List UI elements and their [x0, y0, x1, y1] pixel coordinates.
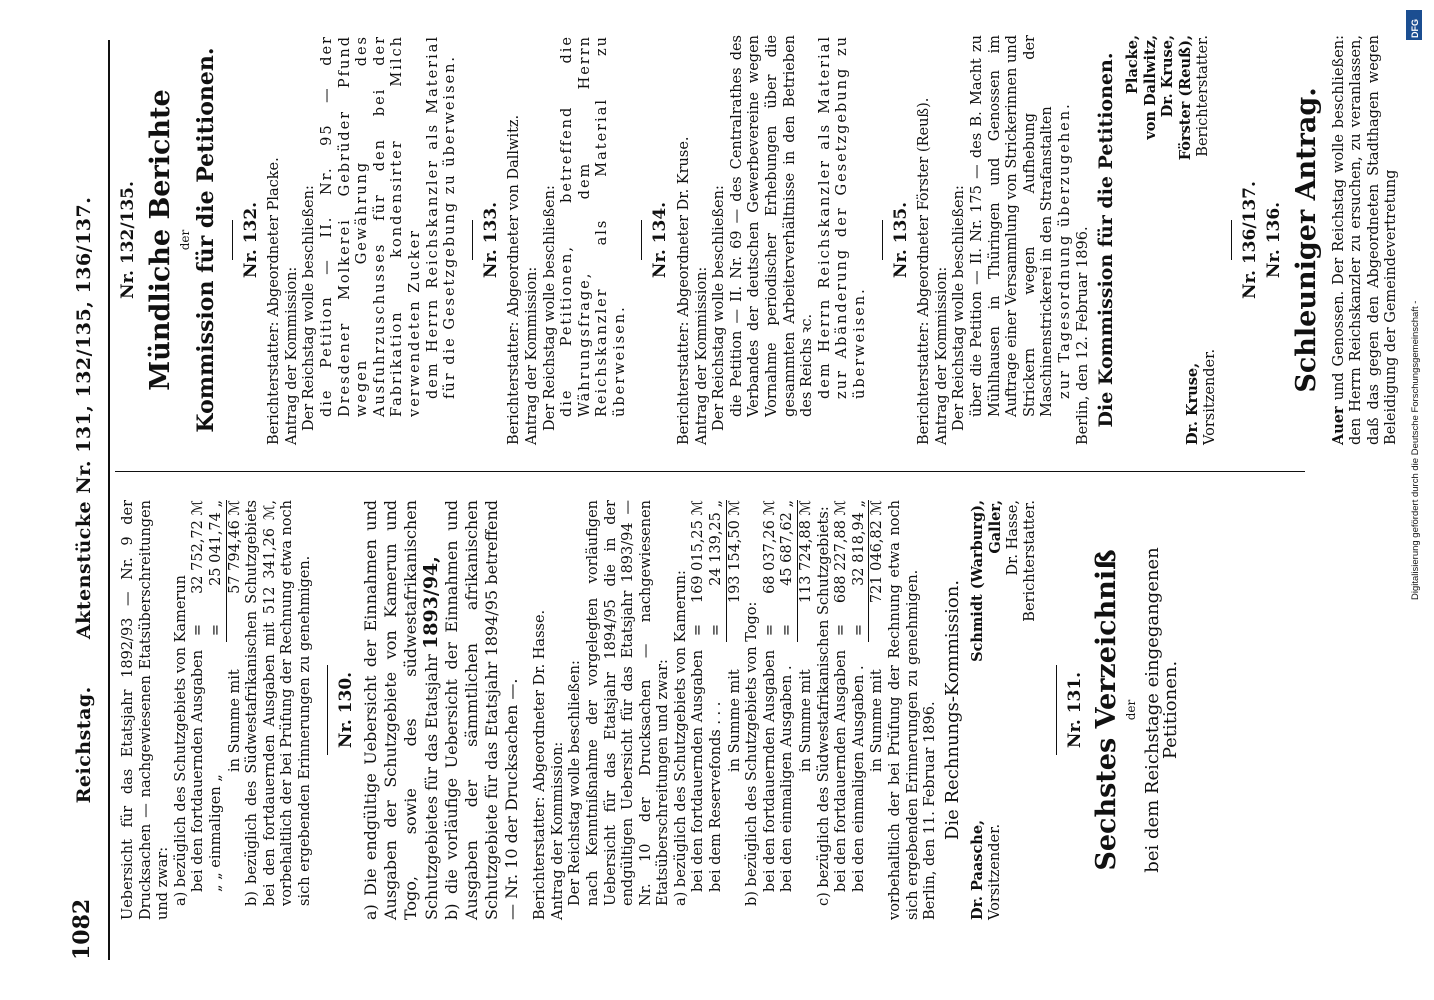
signature-name: Placke,	[1124, 35, 1142, 94]
signature-role: Vorsitzender.	[1201, 348, 1218, 445]
sum-amount: 113 724,88 ℳ	[798, 500, 815, 604]
closing-text: vorbehaltlich der bei Prüfung der Rechnung etwa noch sich ergebenden Erinnerungen zu genehmigen.	[887, 500, 921, 920]
signature-name: Dr. Hasse,	[1004, 500, 1021, 576]
nr135-heading: Nr. 135.	[890, 201, 911, 279]
nr133-heading: Nr. 133.	[480, 201, 501, 279]
table-row: bei den fortdauernden Ausgaben = 68 037,26 ℳ	[761, 500, 778, 892]
date-line: Berlin, den 12. Februar 1896.	[1074, 226, 1091, 445]
document-page	[20, 0, 1400, 1000]
row-label: bei den fortdauernden Ausgaben	[833, 649, 850, 892]
nr132-heading: Nr. 132.	[240, 201, 261, 279]
divider	[1056, 665, 1057, 755]
motion-heading: Antrag der Kommission:	[693, 266, 710, 445]
sum-amount: 193 154,50 ℳ	[726, 500, 743, 604]
row-amount: 32 752,72 ℳ	[190, 500, 207, 594]
nr136-heading: Nr. 136.	[1263, 201, 1284, 279]
section-der: der	[177, 229, 192, 251]
nr130-a: a) Die endgültige Uebersicht der Einnahmen und Ausgaben der Schutzgebiete von Kamerun und Togo, sowie des südwestafrikanischen Schutzgebietes für das Etatsjahr 1893/94,	[361, 500, 443, 920]
motion-text: die Petition — II. Nr. 69 — des Centralrathes des Verbandes der deutschen Gewerbevereine wegen Vornahme periodischer Erhebungen über die gesammten Arbeiterverhältnisse in den Betrieben des Reichs ꝛc.	[728, 35, 816, 417]
commission-name: Die Rechnungs-Kommission.	[941, 579, 963, 841]
dfg-badge-text: DFG	[1410, 19, 1420, 38]
nr131-der: der	[1124, 699, 1139, 721]
togo-table	[762, 500, 816, 920]
nr130-b: b) die vorläufige Uebersicht der Einnahmen und Ausgaben der sämmtlichen afrikanischen Schutzgebiete für das Etatsjahr 1894/95 betreffend — Nr. 10 der Drucksachen —.	[442, 500, 522, 920]
row-amount: 25 041,74 „	[207, 500, 224, 586]
kamerun-table	[190, 500, 244, 920]
divider	[472, 220, 473, 260]
signature-chair: Dr. Paasche,	[969, 819, 987, 920]
motion-heading: Antrag der Kommission:	[283, 266, 300, 445]
table-row: bei den fortdauernden Ausgaben = 169 015,25 ℳ	[690, 500, 707, 892]
section-number: Nr. 132/135.	[118, 181, 138, 299]
kamerun-label: a) bezüglich des Schutzgebiets von Kamerun	[172, 574, 189, 906]
row-amount: 24 139,25 „	[708, 500, 725, 586]
digitization-credit	[1404, 10, 1424, 990]
sum-amount: 57 794,46 ℳ	[226, 500, 243, 594]
motion-heading: Antrag der Kommission:	[549, 741, 566, 920]
togo-label: b) bezüglich des Schutzgebiets von Togo:	[744, 601, 761, 906]
date-line: Berlin, den 11. Februar 1896.	[922, 701, 939, 920]
nr136-137-heading: Nr. 136/137.	[1240, 181, 1261, 299]
row-amount: 688 227,88 ℳ	[833, 500, 850, 604]
sum-row	[869, 500, 887, 892]
signature-chair: Dr. Kruse,	[1184, 362, 1202, 445]
divider	[882, 220, 883, 260]
nr136-title: Schleuniger Antrag.	[1290, 87, 1322, 393]
motion-heading: Antrag der Kommission:	[523, 266, 540, 445]
motion-outcome: dem Herrn Reichskanzler als Material zur Abänderung der Gesetzgebung zu überweisen.	[816, 35, 868, 399]
motion-resolve: Der Reichstag wolle beschließen:	[567, 660, 584, 906]
sum-amount: 721 046,82 ℳ	[869, 500, 886, 604]
divider	[232, 220, 233, 260]
column-divider	[115, 471, 1305, 472]
section-subtitle: Kommission für die Petitionen.	[192, 47, 219, 433]
motion-text: nach Kenntnißnahme der vorgelegten vorläufigen Uebersicht für das Etatsjahr 1894/95 die in der endgültigen Uebersicht für das Etatsjahr 1893/94 — Nr. 10 der Drucksachen — nachgewiesenen Etatsüberschreitungen und zwar:	[584, 500, 672, 906]
table-row: „ „ einmaligen „ = 25 041,74 „	[207, 500, 224, 892]
row-amount: 32 818,94 „	[850, 500, 867, 586]
motion-resolve: Der Reichstag wolle beschließen:	[541, 185, 558, 431]
motion-heading: Antrag der Kommission:	[933, 266, 950, 445]
row-label: „ „ einmaligen „	[207, 774, 224, 892]
motion-resolve: Der Reichstag wolle beschließen:	[951, 185, 968, 431]
signature-name: Dr. Kruse,	[1159, 35, 1177, 118]
signatures	[969, 500, 1039, 920]
table-row: bei den einmaligen Ausgaben . = 32 818,94 „	[850, 500, 867, 892]
table-row: bei den einmaligen Ausgaben . = 45 687,62 „	[779, 500, 796, 892]
reporter: Berichterstatter: Abgeordneter Placke.	[266, 157, 283, 445]
signature-name: von Dallwitz,	[1141, 35, 1159, 140]
left-column	[120, 500, 1300, 920]
row-label: bei den fortdauernden Ausgaben	[761, 649, 778, 892]
row-label: bei den einmaligen Ausgaben .	[779, 665, 796, 892]
nr131-subtitle: bei dem Reichstage eingegangenen Petitionen.	[1142, 547, 1181, 873]
right-column	[118, 34, 1400, 445]
nr130-heading: Nr. 130.	[335, 671, 356, 749]
row-label: bei den einmaligen Ausgaben .	[850, 665, 867, 892]
motion-text: über die Petition — II. Nr. 175 — des B. Macht zu Mühlhausen in Thüringen und Genossen im Auftrage einer Versammlung von Strickerinnen und Strickern wegen Aufhebung der Maschinenstrickerei in den Strafanstalten	[968, 35, 1056, 417]
intro-text: Uebersicht für das Etatsjahr 1892/93 — Nr. 9 der Drucksachen — nachgewiesenen Etatsüberschreitungen und zwar:	[120, 500, 172, 920]
divider	[327, 665, 328, 755]
divider	[641, 220, 642, 260]
row-amount: 68 037,26 ℳ	[761, 500, 778, 594]
kamerun-table	[690, 500, 744, 920]
running-title	[69, 40, 95, 960]
sum-label: in Summe mit	[226, 669, 243, 772]
reporter: Berichterstatter: Abgeordneter Förster (Reuß).	[916, 97, 933, 445]
southwest-text: b) bezüglich des Südwestafrikanischen Schutzgebiets bei den fortdauernden Ausgaben mit 512 341,26 ℳ, vorbehaltlich der bei Prüfung der Rechnung etwa noch sich ergebenden Erinnerungen zu genehmigen.	[244, 500, 313, 906]
nr136-text: Auer und Genossen. Der Reichstag wolle beschließen: den Herrn Reichskanzler zu ersuchen, zu veranlassen, daß das gegen den Abgeordneten Stadthagen wegen Beleidigung der Gemeindevertretung	[1329, 34, 1400, 445]
sum-row	[227, 500, 245, 892]
signature-name: Förster (Reuß),	[1176, 35, 1194, 161]
running-head-center: Aktenstücke Nr. 131, 132/135, 136/137.	[73, 196, 95, 640]
nr130-year: 1893/94,	[420, 556, 443, 649]
sum-row	[798, 500, 816, 892]
sum-label: in Summe mit	[798, 669, 815, 772]
signature-name: Galler,	[986, 500, 1004, 554]
commission-name: Die Kommission für die Petitionen.	[1095, 52, 1118, 428]
section-title: Mündliche Berichte	[144, 89, 176, 391]
nr134-heading: Nr. 134.	[650, 201, 671, 279]
nr131-title: Sechstes Verzeichniß	[1091, 549, 1123, 871]
credit-text: Digitalisierung gefördert durch die Deutsche Forschungsgemeinschaft -	[1410, 300, 1421, 600]
row-amount: 45 687,62 „	[779, 500, 796, 586]
motion-resolve: Der Reichstag wolle beschließen:	[711, 185, 728, 431]
signature-role: Vorsitzender.	[986, 823, 1003, 920]
motion-outcome: dem Herrn Reichskanzler als Material für die Gesetzgebung zu überweisen.	[424, 35, 459, 399]
nr131-heading: Nr. 131.	[1064, 671, 1085, 749]
row-label: bei dem Reservefonds . . .	[708, 701, 725, 892]
motion-resolve: Der Reichstag wolle beschließen:	[301, 185, 318, 431]
table-row: bei dem Reservefonds . . . = 24 139,25 „	[708, 500, 725, 892]
mover-name: Auer	[1329, 406, 1347, 445]
signature-role: Berichterstatter.	[1194, 35, 1211, 157]
signatures	[1124, 35, 1219, 445]
motion-text: die Petitionen, betreffend die Währungsfrage, dem Herrn Reichskanzler als Material zu überweisen.	[559, 35, 628, 417]
table-row: bei den fortdauernden Ausgaben = 688 227,88 ℳ	[833, 500, 850, 892]
dfg-logo-badge	[1406, 10, 1422, 40]
reporter: Berichterstatter: Abgeordneter Dr. Kruse.	[676, 136, 693, 445]
running-head	[68, 40, 110, 960]
motion-outcome: zur Tagesordnung überzugehen.	[1056, 102, 1073, 399]
sum-label: in Summe mit	[726, 669, 743, 772]
signature-name: Schmidt (Warburg),	[969, 500, 987, 662]
sum-label: in Summe mit	[869, 669, 886, 772]
reporter: Berichterstatter: Abgeordneter Dr. Hasse.	[532, 609, 549, 920]
southwest-label: c) bezüglich des Südwestafrikanischen Schutzgebiets:	[815, 506, 832, 906]
row-label: bei den fortdauernden Ausgaben	[190, 649, 207, 892]
row-amount: 169 015,25 ℳ	[690, 500, 707, 604]
kamerun-label: a) bezüglich des Schutzgebiets von Kamerun:	[672, 570, 689, 906]
running-head-left: Reichstag.	[73, 686, 95, 804]
table-row: bei den fortdauernden Ausgaben = 32 752,72 ℳ	[190, 500, 207, 892]
signature-role: Berichterstatter.	[1022, 500, 1039, 622]
southwest-table	[833, 500, 887, 920]
motion-text: die Petition — II. Nr. 95 — der Dresdener Molkerei Gebrüder Pfund wegen Gewährung des Ausfuhrzuschusses für den bei der Fabrikation kondensirter Milch verwendeten Zucker	[318, 35, 423, 417]
reporter: Berichterstatter: Abgeordneter von Dallwitz.	[506, 114, 523, 445]
row-label: bei den fortdauernden Ausgaben	[690, 649, 707, 892]
sum-row	[727, 500, 745, 892]
divider	[1231, 220, 1232, 260]
page-number: 1082	[69, 898, 95, 960]
